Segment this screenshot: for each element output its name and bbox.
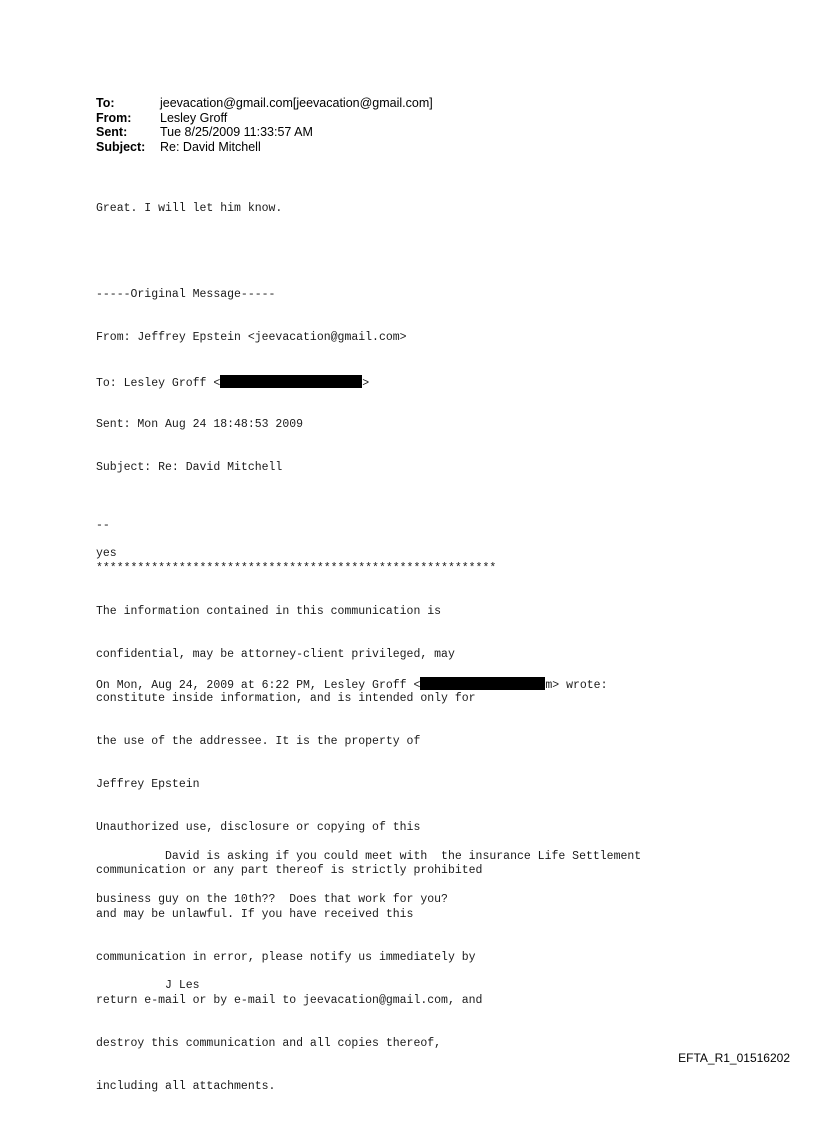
disclaimer-line: confidential, may be attorney-client privileged, may bbox=[96, 648, 455, 662]
quote-line-1: David is asking if you could meet with the insurance Life Settlement bbox=[96, 849, 642, 863]
disclaimer-line: destroy this communication and all copies thereof, bbox=[96, 1037, 442, 1051]
disclaimer-line: including all attachments. bbox=[96, 1080, 276, 1094]
sent-label: Sent: bbox=[96, 125, 128, 139]
original-from: From: Jeffrey Epstein <jeevacation@gmail.com> bbox=[96, 331, 407, 345]
disclaimer-line: and may be unlawful. If you have received this bbox=[96, 907, 414, 921]
original-divider: -----Original Message----- bbox=[96, 288, 276, 302]
disclaimer-line: the use of the addressee. It is the property of bbox=[96, 734, 421, 748]
quote-prefix: On Mon, Aug 24, 2009 at 6:22 PM, Lesley Groff < bbox=[96, 679, 421, 693]
to-value: jeevacation@gmail.com[jeevacation@gmail.com] bbox=[160, 96, 433, 110]
disclaimer-line: communication or any part thereof is strictly prohibited bbox=[96, 864, 483, 878]
document-id: EFTA_R1_01516202 bbox=[678, 1051, 790, 1065]
redaction-box bbox=[220, 375, 362, 388]
original-to-prefix: To: Lesley Groff bbox=[96, 376, 214, 390]
email-header bbox=[96, 96, 433, 154]
disclaimer-line: The information contained in this communication is bbox=[96, 605, 442, 619]
yes-text: yes bbox=[96, 547, 117, 561]
reply-text: Great. I will let him know. bbox=[96, 201, 283, 215]
quote-signature: J Les bbox=[96, 979, 200, 993]
subject-row bbox=[96, 140, 433, 155]
original-sent: Sent: Mon Aug 24 18:48:53 2009 bbox=[96, 417, 304, 431]
quote-line-2: business guy on the 10th?? Does that work for you? bbox=[96, 893, 448, 907]
sent-value: Tue 8/25/2009 11:33:57 AM bbox=[160, 125, 313, 139]
from-label: From: bbox=[96, 110, 132, 125]
original-to-close: > bbox=[362, 376, 370, 390]
disclaimer-line: Unauthorized use, disclosure or copying of this bbox=[96, 821, 421, 835]
to-row bbox=[96, 96, 433, 111]
subject-label: Subject: bbox=[96, 139, 146, 154]
original-to-open: < bbox=[213, 376, 221, 390]
from-row bbox=[96, 111, 433, 126]
from-value: Lesley Groff bbox=[160, 110, 228, 125]
disclaimer-line: constitute inside information, and is intended only for bbox=[96, 691, 476, 705]
subject-value: Re: David Mitchell bbox=[160, 139, 261, 154]
disclaimer-line: Jeffrey Epstein bbox=[96, 778, 200, 792]
disclaimer-dashes: -- bbox=[96, 518, 110, 532]
original-to bbox=[96, 375, 641, 389]
disclaimer bbox=[96, 490, 496, 1124]
original-subject: Subject: Re: David Mitchell bbox=[96, 461, 283, 475]
disclaimer-stars: ********************************************************** bbox=[96, 562, 497, 576]
to-label: To: bbox=[96, 96, 115, 110]
quote-suffix: m> wrote: bbox=[545, 679, 608, 693]
disclaimer-line: return e-mail or by e-mail to jeevacation@gmail.com, and bbox=[96, 994, 483, 1008]
sent-row bbox=[96, 125, 433, 140]
disclaimer-line: communication in error, please notify us immediately by bbox=[96, 950, 476, 964]
